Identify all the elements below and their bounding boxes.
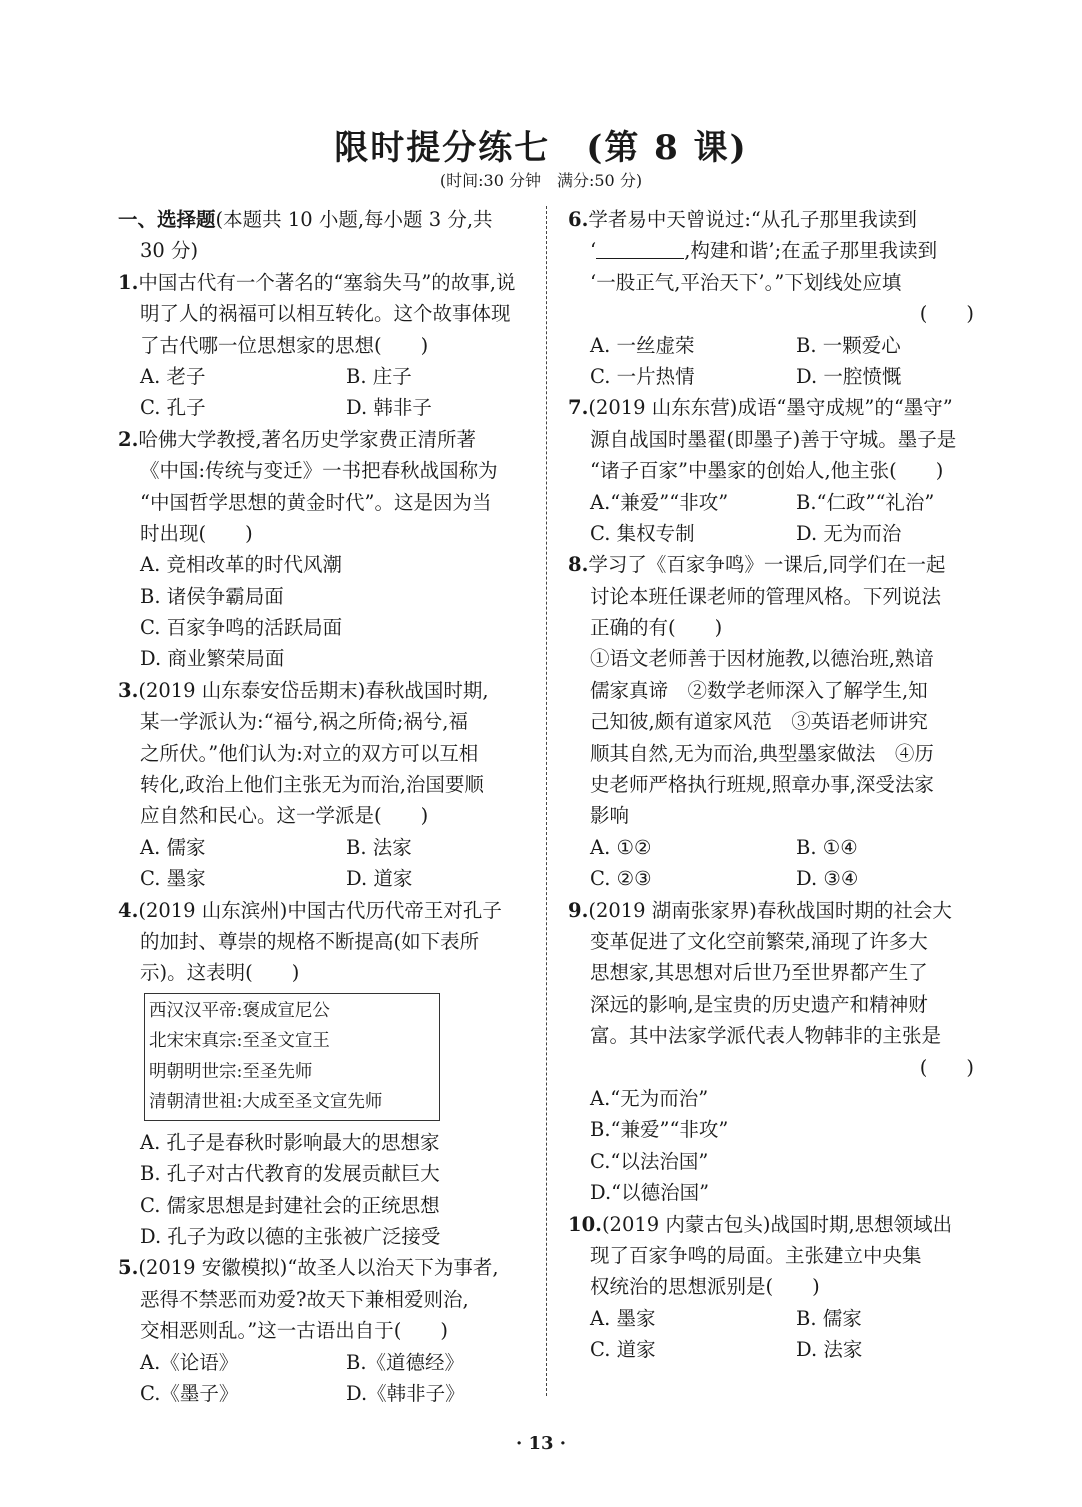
question-number: 8. bbox=[568, 553, 589, 577]
question-text: (2019 安徽模拟)“故圣人以治天下为事者, bbox=[138, 1256, 499, 1280]
option-d[interactable]: D. 法家 bbox=[796, 1338, 863, 1362]
option-a[interactable]: A. 一丝虚荣 bbox=[590, 333, 695, 357]
question-10 bbox=[568, 1209, 980, 1366]
option-d[interactable]: D. 孔子为政以德的主张被广泛接受 bbox=[140, 1224, 441, 1248]
question-text: 讨论本班任课老师的管理风格。下列说法 bbox=[590, 584, 942, 608]
question-1 bbox=[118, 267, 530, 424]
question-3 bbox=[118, 675, 530, 895]
question-text: 思想家,其思想对后世乃至世界都产生了 bbox=[590, 961, 928, 985]
question-text: 恶得不禁恶而劝爱?故天下兼相爱则治, bbox=[140, 1287, 469, 1311]
question-text: 某一学派认为:“福兮,祸之所倚;祸兮,福 bbox=[140, 710, 469, 734]
question-text: 现了百家争鸣的局面。主张建立中央集 bbox=[590, 1243, 922, 1267]
question-text: (2019 山东泰安岱岳期末)春秋战国时期, bbox=[138, 678, 489, 702]
option-b[interactable]: B.《道德经》 bbox=[346, 1350, 465, 1374]
question-text: (2019 山东东营)成语“墨守成规”的“墨守” bbox=[588, 396, 953, 420]
question-text: (2019 内蒙古包头)战国时期,思想领域出 bbox=[601, 1212, 953, 1236]
option-c[interactable]: C.《墨子》 bbox=[140, 1381, 239, 1405]
question-text: 转化,政治上他们主张无为而治,治国要顺 bbox=[140, 773, 484, 797]
fill-blank[interactable] bbox=[596, 240, 684, 259]
option-a[interactable]: A. 老子 bbox=[140, 364, 206, 388]
question-8 bbox=[568, 549, 980, 894]
option-a[interactable]: A.“兼爱”“非攻” bbox=[590, 490, 729, 514]
question-text: 时出现( ) bbox=[140, 521, 253, 545]
option-c[interactable]: C.“以法治国” bbox=[590, 1149, 709, 1173]
statement-text: 儒家真谛 ②数学老师深入了解学生,知 bbox=[590, 678, 928, 702]
option-d[interactable]: D. 道家 bbox=[346, 867, 413, 891]
option-c[interactable]: C. 儒家思想是封建社会的正统思想 bbox=[140, 1193, 440, 1217]
page-number: · 13 · bbox=[515, 1433, 567, 1454]
question-text: 之所伏。”他们认为:对立的双方可以互相 bbox=[140, 741, 479, 765]
page-title: 限时提分练七 (第 8 课) bbox=[334, 128, 748, 168]
question-number: 9. bbox=[568, 898, 589, 922]
table-row: 北宋宋真宗:至圣文宣王 bbox=[149, 1031, 330, 1052]
question-text: (2019 湖南张家界)春秋战国时期的社会大 bbox=[588, 898, 952, 922]
question-6 bbox=[568, 204, 980, 392]
exam-time-score: (时间:30 分钟 满分:50 分) bbox=[439, 171, 643, 190]
question-number: 3. bbox=[118, 678, 139, 702]
option-a[interactable]: A.“无为而治” bbox=[590, 1086, 709, 1110]
question-text: 应自然和民心。这一学派是( ) bbox=[140, 804, 429, 828]
column-divider bbox=[546, 206, 547, 1396]
honorific-table bbox=[144, 993, 440, 1121]
section-desc: (本题共 10 小题,每小题 3 分,共 bbox=[215, 208, 493, 231]
option-a[interactable]: A. 竞相改革的时代风潮 bbox=[140, 553, 342, 577]
question-text: 哈佛大学教授,著名历史学家费正清所著 bbox=[138, 427, 477, 451]
option-d[interactable]: D.“以德治国” bbox=[590, 1181, 710, 1205]
statement-text: 顺其自然,无为而治,典型墨家做法 ④历 bbox=[590, 741, 934, 765]
option-d[interactable]: D.《韩非子》 bbox=[346, 1381, 465, 1405]
question-text: 学习了《百家争鸣》一课后,同学们在一起 bbox=[588, 553, 946, 577]
question-text: ‘ bbox=[590, 239, 597, 263]
question-text: 了古代哪一位思想家的思想( ) bbox=[140, 333, 429, 357]
option-d[interactable]: D. 韩非子 bbox=[346, 396, 432, 420]
left-column bbox=[118, 204, 530, 1409]
statement-text: ①语文老师善于因材施教,以德治班,熟谙 bbox=[590, 647, 934, 671]
option-b[interactable]: B. 儒家 bbox=[796, 1306, 862, 1330]
question-5 bbox=[118, 1252, 530, 1409]
option-c[interactable]: C. 孔子 bbox=[140, 396, 206, 420]
question-number: 10. bbox=[568, 1212, 602, 1236]
question-text: “诸子百家”中墨家的创始人,他主张( ) bbox=[590, 459, 944, 483]
question-text: 变革促进了文化空前繁荣,涌现了许多大 bbox=[590, 929, 928, 953]
option-d[interactable]: D. 商业繁荣局面 bbox=[140, 647, 285, 671]
question-number: 7. bbox=[568, 396, 589, 420]
question-text: ‘一股正气,平治天下’。”下划线处应填 bbox=[590, 270, 902, 294]
question-2 bbox=[118, 424, 530, 675]
question-number: 4. bbox=[118, 898, 139, 922]
question-text: 学者易中天曾说过:“从孔子那里我读到 bbox=[588, 208, 917, 231]
option-a[interactable]: A.《论语》 bbox=[140, 1350, 239, 1374]
option-c[interactable]: C. 一片热情 bbox=[590, 364, 695, 388]
statement-text: 己知彼,颇有道家风范 ③英语老师讲究 bbox=[590, 710, 928, 734]
option-a[interactable]: A. 孔子是春秋时影响最大的思想家 bbox=[140, 1130, 440, 1154]
option-c[interactable]: C. ②③ bbox=[590, 867, 652, 891]
right-column bbox=[568, 204, 980, 1365]
question-text: 的加封、尊崇的规格不断提高(如下表所 bbox=[140, 929, 480, 953]
option-b[interactable]: B.“仁政”“礼治” bbox=[796, 490, 935, 514]
question-text: 示)。这表明( ) bbox=[140, 961, 300, 985]
question-text: 深远的影响,是宝贵的历史遗产和精神财 bbox=[590, 992, 928, 1016]
table-row: 明朝明世宗:至圣先师 bbox=[149, 1061, 313, 1082]
section-label: 一、选择题 bbox=[118, 208, 216, 231]
option-d[interactable]: D. ③④ bbox=[796, 867, 859, 891]
option-b[interactable]: B.“兼爱”“非攻” bbox=[590, 1118, 729, 1142]
option-c[interactable]: C. 百家争鸣的活跃局面 bbox=[140, 616, 343, 640]
question-text: 交相恶则乱。”这一古语出自于( ) bbox=[140, 1319, 448, 1343]
question-7 bbox=[568, 392, 980, 549]
question-number: 5. bbox=[118, 1256, 139, 1280]
table-row: 西汉汉平帝:褒成宣尼公 bbox=[149, 1000, 330, 1021]
question-number: 6. bbox=[568, 208, 589, 231]
question-number: 2. bbox=[118, 427, 139, 451]
option-b[interactable]: B. 孔子对古代教育的发展贡献巨大 bbox=[140, 1162, 440, 1186]
question-text: 富。其中法家学派代表人物韩非的主张是 bbox=[590, 1024, 942, 1048]
question-text: 正确的有( ) bbox=[590, 616, 723, 640]
table-row: 清朝清世祖:大成至圣文宣先师 bbox=[149, 1092, 383, 1113]
question-text: ,构建和谐’;在孟子那里我读到 bbox=[684, 239, 938, 263]
question-number: 1. bbox=[118, 270, 139, 294]
option-c[interactable]: C. 墨家 bbox=[140, 867, 206, 891]
statement-text: 史老师严格执行班规,照章办事,深受法家 bbox=[590, 773, 934, 797]
option-b[interactable]: B. 诸侯争霸局面 bbox=[140, 584, 284, 608]
option-c[interactable]: C. 道家 bbox=[590, 1338, 656, 1362]
section-desc-cont: 30 分) bbox=[140, 239, 199, 263]
option-b[interactable]: B. 庄子 bbox=[346, 364, 412, 388]
option-d[interactable]: D. 无为而治 bbox=[796, 521, 902, 545]
question-text: 《中国:传统与变迁》一书把春秋战国称为 bbox=[140, 459, 498, 483]
answer-paren[interactable]: ( ) bbox=[919, 1055, 974, 1079]
question-text: 中国古代有一个著名的“塞翁失马”的故事,说 bbox=[138, 270, 516, 294]
option-b[interactable]: B. 一颗爱心 bbox=[796, 333, 901, 357]
question-9 bbox=[568, 895, 980, 1209]
question-text: 权统治的思想派别是( ) bbox=[590, 1275, 820, 1299]
option-a[interactable]: A. 儒家 bbox=[140, 835, 206, 859]
answer-paren[interactable]: ( ) bbox=[919, 302, 974, 326]
option-b[interactable]: B. ①④ bbox=[796, 835, 858, 859]
option-b[interactable]: B. 法家 bbox=[346, 835, 412, 859]
statement-text: 影响 bbox=[590, 804, 630, 828]
option-d[interactable]: D. 一腔愤慨 bbox=[796, 364, 902, 388]
question-text: (2019 山东滨州)中国古代历代帝王对孔子 bbox=[138, 898, 502, 922]
option-c[interactable]: C. 集权专制 bbox=[590, 521, 695, 545]
question-text: 明了人的祸福可以相互转化。这个故事体现 bbox=[140, 302, 511, 326]
question-text: “中国哲学思想的黄金时代”。这是因为当 bbox=[140, 490, 492, 514]
question-text: 源自战国时墨翟(即墨子)善于守城。墨子是 bbox=[590, 427, 957, 451]
option-a[interactable]: A. 墨家 bbox=[590, 1306, 656, 1330]
question-4 bbox=[118, 895, 530, 1253]
option-a[interactable]: A. ①② bbox=[590, 835, 652, 859]
